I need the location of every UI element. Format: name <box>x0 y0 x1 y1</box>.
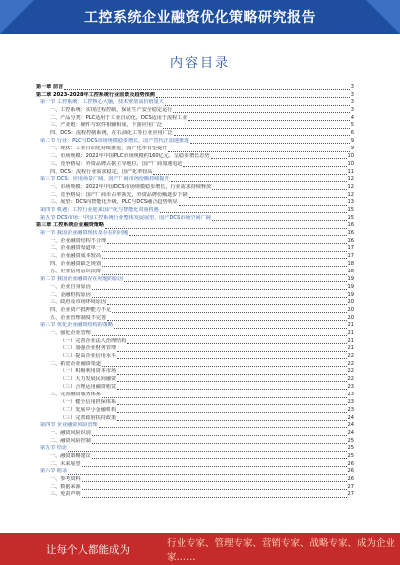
toc-leader-dots <box>163 128 350 129</box>
toc-entry[interactable] <box>36 368 354 376</box>
toc-entry-page: 11 <box>347 168 354 175</box>
toc-entry-title: 三、企业融资成本较高 <box>50 253 101 260</box>
toc-entry-page: 21 <box>347 330 354 336</box>
toc-entry[interactable] <box>36 407 354 415</box>
toc-leader-dots <box>188 120 349 121</box>
toc-leader-dots <box>92 435 347 436</box>
toc-entry-title: 第三章 工控系统企业融资策略 <box>36 222 104 229</box>
toc-leader-dots <box>99 427 347 428</box>
toc-entry[interactable] <box>36 284 354 292</box>
toc-leader-dots <box>189 197 347 198</box>
toc-entry[interactable] <box>36 491 354 499</box>
toc-entry-title: 一、强化企业管理 <box>50 330 91 336</box>
toc-leader-dots <box>117 412 346 413</box>
toc-entry-page: 16 <box>347 230 354 237</box>
toc-leader-dots <box>129 235 346 236</box>
toc-entry-page: 21 <box>347 322 354 329</box>
toc-entry-title: 三、竞争格局：外资品牌占据主导地位，国产厂商加速追赶 <box>50 160 183 167</box>
toc-entry-page: 22 <box>347 368 354 375</box>
toc-entry[interactable] <box>36 468 354 476</box>
toc-entry-page: 20 <box>347 299 354 306</box>
toc-entry-page: 22 <box>347 376 354 383</box>
toc-entry-page: 26 <box>347 476 354 483</box>
toc-leader-dots <box>105 228 347 229</box>
toc-entry[interactable] <box>36 215 354 223</box>
toc-entry[interactable] <box>36 107 354 115</box>
toc-entry-page: 16 <box>347 237 354 244</box>
toc-leader-dots <box>82 466 347 467</box>
toc-entry-page: 24 <box>347 422 354 429</box>
toc-leader-dots <box>92 443 347 444</box>
toc-entry[interactable] <box>36 169 354 177</box>
toc-entry-title: 一、现状：工业自动化持续推进，国产化率有望提升 <box>50 145 168 152</box>
toc-leader-dots <box>102 258 347 259</box>
toc-leader-dots <box>82 497 347 498</box>
toc-entry-title: 二、企业融资渠道单一 <box>50 245 101 252</box>
toc-entry-page: 25 <box>347 445 354 452</box>
toc-leader-dots <box>92 458 347 459</box>
toc-entry[interactable] <box>36 330 354 338</box>
toc-leader-dots <box>153 174 346 175</box>
toc-entry-title: 第二节 行业：PLC与DCS市场规模稳步增长，国产替代正加速推进 <box>40 137 190 144</box>
toc-entry-title: 一、市场规模：2022年中国DCS市场规模稳步增长，行业需求持续释放 <box>50 183 212 190</box>
toc-entry-title: （三）合理运用融资租赁 <box>60 383 117 390</box>
toc-entry-page: 24 <box>347 429 354 436</box>
toc-leader-dots <box>190 143 350 144</box>
toc-entry[interactable] <box>36 307 354 315</box>
toc-leader-dots <box>92 289 347 290</box>
toc-leader-dots <box>117 358 346 359</box>
toc-entry-page: 16 <box>347 222 354 229</box>
toc-entry[interactable] <box>36 245 354 253</box>
toc-entry-page: 15 <box>347 214 354 221</box>
toc-leader-dots <box>68 451 346 452</box>
toc-entry-page: 5 <box>350 122 354 129</box>
toc-entry[interactable] <box>36 176 354 184</box>
toc-entry-title: （三）提高企业信用水平 <box>60 353 117 360</box>
toc-entry-page: 26 <box>347 460 354 467</box>
toc-entry-page: 17 <box>347 253 354 260</box>
toc-entry-title: 三、政府及市场环境原因 <box>50 299 107 306</box>
toc-entry-page: 25 <box>347 453 354 459</box>
toc-entry-title: 二、拓宽企业融资渠道 <box>50 360 101 367</box>
toc-entry-page: 6 <box>350 130 354 137</box>
toc-entry-page: 25 <box>347 437 354 444</box>
toc-entry[interactable] <box>36 253 354 261</box>
toc-entry-page: 17 <box>347 245 354 252</box>
toc-entry-page: 20 <box>347 314 354 321</box>
toc-entry[interactable] <box>36 315 354 323</box>
toc-leader-dots <box>92 297 347 298</box>
toc-entry-title: （三）完善政府扶持政策 <box>60 414 117 421</box>
toc-leader-dots <box>117 351 346 352</box>
toc-entry[interactable] <box>36 238 354 246</box>
toc-entry-page: 23 <box>347 383 354 390</box>
toc-entry-page: 10 <box>347 153 354 160</box>
toc-entry-title: 第六节 附录 <box>40 468 68 475</box>
toc-entry[interactable] <box>36 199 354 207</box>
toc-entry-page: 3 <box>350 84 354 90</box>
toc-leader-dots <box>92 335 347 336</box>
toc-entry[interactable] <box>36 461 354 469</box>
toc-entry[interactable] <box>36 376 354 384</box>
toc-entry-title: 第二章 2023-2028年工控系统行业前景及趋势预测 <box>36 91 155 98</box>
toc-entry[interactable] <box>36 230 354 238</box>
toc-entry-title: 二、金融机构原因 <box>50 291 91 298</box>
toc-entry-title: 第二节 我国企业融资存在问题的原因 <box>40 276 124 283</box>
toc-leader-dots <box>160 212 347 213</box>
toc-entry-page: 19 <box>347 291 354 298</box>
toc-entry[interactable] <box>36 392 354 400</box>
toc-leader-dots <box>174 135 350 136</box>
toc-entry[interactable] <box>36 261 354 269</box>
toc-leader-dots <box>107 304 346 305</box>
toc-entry-title: 第五节 结论 <box>40 445 68 452</box>
toc-leader-dots <box>183 166 346 167</box>
toc-entry-title: 第一章 前言 <box>36 84 64 90</box>
toc-leader-dots <box>102 274 347 275</box>
toc-entry[interactable] <box>36 130 354 138</box>
toc-entry-title: （一）积极利用资本市场 <box>60 368 117 375</box>
toc-entry-title: 三、展望：DCS向智能化升级，PLC与DCS融合趋势明显 <box>50 199 178 206</box>
toc-leader-dots <box>165 105 350 106</box>
toc-entry-page: 18 <box>347 268 354 275</box>
toc-entry[interactable] <box>36 384 354 392</box>
toc-entry-title: （二）大力发展民间融资 <box>60 376 117 383</box>
toc-entry-title: 一、参考资料 <box>50 476 81 483</box>
toc-entry-title: 二、融资风险控制 <box>50 437 91 444</box>
toc-heading: 内容目录 <box>169 56 230 71</box>
toc-leader-dots <box>102 266 347 267</box>
toc-leader-dots <box>112 312 346 313</box>
toc-entry-page: 3 <box>350 107 354 114</box>
toc-entry-title: 一、企业自身原因 <box>50 283 91 290</box>
toc-leader-dots <box>173 112 349 113</box>
toc-leader-dots <box>171 181 347 182</box>
toc-leader-dots <box>68 474 346 475</box>
toc-entry-title: 五、企业信用意识淡薄 <box>50 268 101 275</box>
toc-entry[interactable] <box>36 292 354 300</box>
toc-leader-dots <box>107 320 346 321</box>
toc-entry-title: 第一节 我国企业融资现状及存在的问题 <box>40 230 129 237</box>
toc-entry-title: 三、免责声明 <box>50 491 81 498</box>
toc-entry[interactable] <box>36 422 354 430</box>
toc-entry-page: 21 <box>347 337 354 344</box>
toc-entry-page: 12 <box>347 183 354 190</box>
toc-entry-title: 四、DCS：流程控制系统，在石油化工等行业应用广泛 <box>50 130 173 137</box>
toc-entry-page: 21 <box>347 345 354 352</box>
toc-entry[interactable] <box>36 445 354 453</box>
toc-leader-dots <box>117 374 346 375</box>
toc-entry-title: （一）健全信用担保体系 <box>60 399 117 406</box>
toc-leader-dots <box>212 220 347 221</box>
toc-entry-title: 第三节 DCS：应用场景广阔，国产厂商市场份额持续提升 <box>40 176 170 183</box>
toc-entry-title: 第五节 DCS市场：中国工控系统行业整体发展展望，国产DCS市场空间广阔 <box>40 214 211 221</box>
banner-corner-decoration <box>366 0 400 34</box>
toc-entry[interactable] <box>36 453 354 461</box>
toc-entry-title: 二、产品分类：PLC适用于工业自动化，DCS适用于流程工业 <box>50 114 188 121</box>
toc-leader-dots <box>117 420 346 421</box>
toc-leader-dots <box>117 381 346 382</box>
toc-entry-page: 22 <box>347 360 354 367</box>
toc-leader-dots <box>64 89 350 90</box>
toc-leader-dots <box>127 343 346 344</box>
toc-entry-title: 一、企业融资结构不合理 <box>50 237 107 244</box>
toc-entry-page: 23 <box>347 391 354 398</box>
toc-entry[interactable] <box>36 361 354 369</box>
toc-entry-title: 四、企业资产抵押能力不足 <box>50 306 112 313</box>
toc-entry[interactable] <box>36 322 354 330</box>
toc-entry-page: 12 <box>347 191 354 198</box>
toc-leader-dots <box>156 97 350 98</box>
toc-leader-dots <box>212 189 346 190</box>
toc-entry-title: （二）加强企业财务管理 <box>60 345 117 352</box>
toc-leader-dots <box>124 281 346 282</box>
toc-entry-title: 四、DCS：流程行业需求稳定，国产化率较高 <box>50 168 153 175</box>
toc-entry-title: 二、竞争格局：国产厂商市占率领先，外资品牌份额逐步下降 <box>50 191 188 198</box>
footer-slogan: 让每个人都能成为 <box>46 543 130 556</box>
toc-entry-page: 27 <box>347 483 354 490</box>
toc-entry[interactable] <box>36 338 354 346</box>
toc-entry-page: 23 <box>347 399 354 406</box>
toc-leader-dots <box>102 251 347 252</box>
toc-entry[interactable] <box>36 276 354 284</box>
toc-entry-page: 13 <box>347 199 354 206</box>
toc-entry-page: 26 <box>347 468 354 475</box>
toc-entry-page: 24 <box>347 414 354 421</box>
toc-entry[interactable] <box>36 438 354 446</box>
toc-entry-title: 二、未来展望 <box>50 460 81 467</box>
toc-entry-title: 第一节 工控系统：工控核心大脑，技术壁垒高价值量大 <box>40 99 164 106</box>
toc-entry-page: 18 <box>347 260 354 267</box>
toc-entry-title: 一、融资风险识别 <box>50 429 91 436</box>
toc-entry[interactable] <box>36 299 354 307</box>
header-banner <box>0 0 400 34</box>
toc-entry-page: 12 <box>347 176 354 183</box>
footer-banner <box>0 533 400 565</box>
toc-leader-dots <box>82 489 347 490</box>
toc-entry[interactable] <box>36 146 354 154</box>
toc-leader-dots <box>82 481 347 482</box>
toc-entry[interactable] <box>36 92 354 100</box>
toc-entry-title: （一）完善企业法人治理结构 <box>60 337 127 344</box>
toc-entry-page: 10 <box>347 160 354 167</box>
toc-entry[interactable] <box>36 222 354 230</box>
toc-entry[interactable] <box>36 484 354 492</box>
toc-entry-page: 19 <box>347 283 354 290</box>
toc-entry[interactable] <box>36 415 354 423</box>
toc-entry-page: 9 <box>350 145 354 152</box>
toc-entry-page: 3 <box>350 91 354 98</box>
toc-entry[interactable] <box>36 430 354 438</box>
table-of-contents <box>36 84 354 502</box>
toc-entry-title: 第三节 优化企业融资结构的策略 <box>40 322 113 329</box>
toc-leader-dots <box>117 404 346 405</box>
toc-entry[interactable] <box>36 115 354 123</box>
toc-entry-title: 第四节 机遇：工控行业迎来国产化与智能化双重机遇 <box>40 207 159 213</box>
toc-entry[interactable] <box>36 153 354 161</box>
toc-entry[interactable] <box>36 192 354 200</box>
toc-entry[interactable] <box>36 399 354 407</box>
toc-leader-dots <box>168 151 350 152</box>
report-title: 工控系统企业融资优化策略研究报告 <box>84 10 316 26</box>
toc-entry[interactable] <box>36 353 354 361</box>
toc-leader-dots <box>107 243 346 244</box>
toc-leader-dots <box>102 366 347 367</box>
toc-entry[interactable] <box>36 161 354 169</box>
toc-leader-dots <box>102 397 347 398</box>
toc-entry[interactable] <box>36 345 354 353</box>
toc-entry-page: 19 <box>347 276 354 283</box>
toc-entry[interactable] <box>36 84 354 92</box>
toc-entry[interactable] <box>36 184 354 192</box>
toc-entry-title: 一、融资策略建议 <box>50 453 91 459</box>
toc-entry[interactable] <box>36 476 354 484</box>
toc-entry-page: 3 <box>350 99 354 106</box>
toc-entry-page: 23 <box>347 406 354 413</box>
banner-corner-decoration <box>0 0 34 34</box>
toc-entry-page: 20 <box>347 306 354 313</box>
toc-entry[interactable] <box>36 99 354 107</box>
toc-entry-page: 15 <box>347 207 354 213</box>
toc-leader-dots <box>117 389 346 390</box>
toc-entry[interactable] <box>36 122 354 130</box>
toc-entry-page: 27 <box>347 491 354 498</box>
toc-entry-title: 四、企业融资缺乏规划 <box>50 260 101 267</box>
toc-entry-page: 9 <box>350 137 354 144</box>
toc-entry-title: 三、产业链：硬件与软件相辅相成，下游应用广泛 <box>50 122 163 129</box>
toc-entry[interactable] <box>36 269 354 277</box>
toc-leader-dots <box>179 205 347 206</box>
toc-leader-dots <box>114 328 347 329</box>
toc-entry[interactable] <box>36 207 354 215</box>
toc-entry-page: 4 <box>350 114 354 121</box>
toc-entry-title: （二）发展中小金融机构 <box>60 406 117 413</box>
toc-entry-title: 三、完善融资服务体系 <box>50 391 101 398</box>
toc-entry-page: 22 <box>347 353 354 360</box>
toc-entry-title: 第四节 企业融资风险管理 <box>40 422 98 429</box>
toc-entry-title: 二、市场规模：2022年中国PLC市场规模约160亿元，呈稳步增长态势 <box>50 153 210 160</box>
toc-entry-title: 二、数据来源 <box>50 483 81 490</box>
footer-tagline: 行业专家、管理专家、营销专家、战略专家、成为企业家…… <box>167 538 396 563</box>
toc-leader-dots <box>211 158 347 159</box>
toc-entry-title: 一、工控系统：实现过程控制，保证生产安全稳定运行 <box>50 107 173 114</box>
toc-entry[interactable] <box>36 138 354 146</box>
toc-entry-title: 五、企业管理制度不完善 <box>50 314 107 321</box>
